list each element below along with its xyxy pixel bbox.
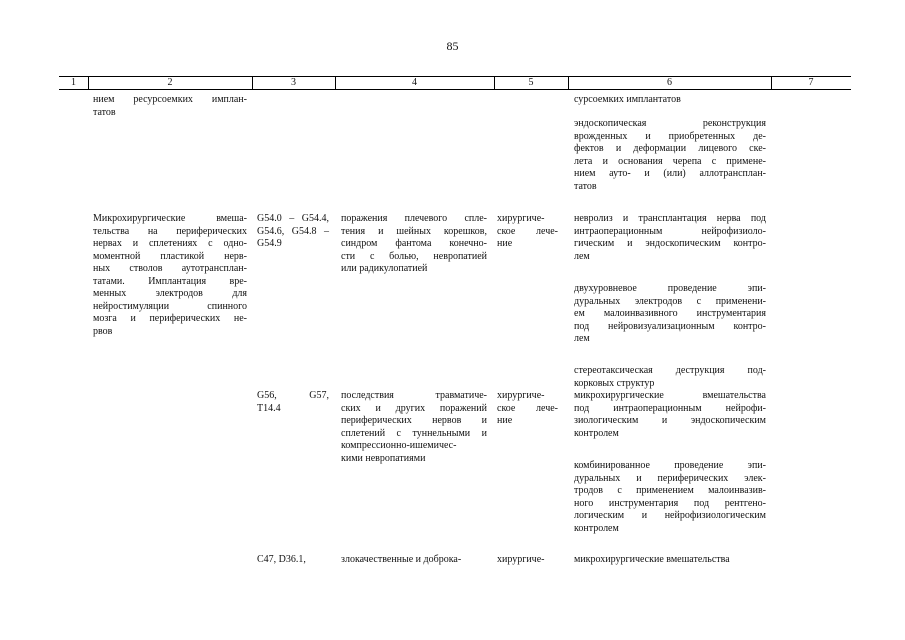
row-1-icd-codes [257, 213, 329, 251]
text-line: фектов и деформации лицевого ске- [574, 143, 766, 154]
text-line: комбинированное проведение эпи- [574, 460, 766, 471]
text-line: контролем [574, 427, 619, 439]
text-line: сти с болью, невропатией [341, 250, 487, 262]
column-header-1: 1 [71, 77, 76, 88]
text-line: кими невропатиями [341, 452, 426, 464]
text-line: гическим и эндоскопическим контро- [574, 238, 766, 249]
text-line: логическим и нейрофизиологическим [574, 510, 766, 521]
row-2-diagnosis [341, 390, 487, 465]
text-line: невролиз и трансплантация нерва под [574, 213, 766, 224]
text-line: ние [497, 415, 513, 426]
text-line: стереотаксическая деструкция под- [574, 365, 766, 376]
text-line: хирургиче- [497, 554, 545, 565]
text-line: тения и шейных корешков, [341, 225, 487, 237]
text-line: G54.9 [257, 238, 282, 249]
text-line: мозга и периферических не- [93, 313, 247, 324]
text-line: тельства на периферических [93, 225, 247, 237]
text-line: ское лече- [497, 402, 558, 414]
text-line: контролем [574, 522, 619, 534]
text-line: под интраоперационным нейрофи- [574, 402, 766, 414]
text-line: ское лече- [497, 225, 558, 237]
row-1-procedure-3 [574, 365, 766, 390]
table-header-row [59, 76, 851, 90]
text-line: Микрохирургические вмеша- [93, 213, 247, 224]
text-line: ских и других поражений [341, 402, 487, 414]
text-line: нейростимуляции спинного [93, 300, 247, 312]
text-line: злокачественные и доброка- [341, 554, 462, 565]
column-header-2: 2 [167, 77, 173, 88]
page-number: 85 [446, 39, 459, 53]
text-line: поражения плечевого спле- [341, 213, 487, 224]
text-line: корковых структур [574, 377, 655, 389]
row-0-procedure-2 [574, 118, 766, 193]
row-3-icd-codes [257, 554, 329, 567]
text-line: периферических нервов и [341, 415, 487, 426]
text-line: лета и основания черепа с примене- [574, 155, 766, 167]
text-line: T14.4 [257, 402, 281, 414]
text-line: ных стволов аутотрансплан- [93, 263, 247, 274]
text-line: рвов [93, 325, 113, 337]
text-line: двухуровневое проведение эпи- [574, 283, 766, 294]
row-2-procedure-2 [574, 460, 766, 535]
text-line: сурсоемких имплантатов [574, 94, 681, 105]
text-line: или радикулопатией [341, 263, 428, 274]
text-line: ного инструментария под рентгено- [574, 497, 766, 509]
row-0-method-group [93, 94, 247, 119]
text-line: врожденных и приобретенных де- [574, 130, 766, 142]
row-1-procedure-1 [574, 213, 766, 263]
text-line: нервах и сплетениях с одно- [93, 238, 247, 249]
text-line: лем [574, 333, 590, 344]
row-2-treatment-type [497, 390, 558, 428]
text-line: микрохирургические вмешательства [574, 390, 766, 401]
row-2-icd-codes [257, 390, 329, 415]
text-line: менных электродов для [93, 288, 247, 299]
text-line: дуральных электродов с применени- [574, 295, 766, 307]
text-line: нием ауто- и (или) аллотрансплан- [574, 168, 766, 179]
text-line: татов [93, 106, 116, 118]
column-header-4: 4 [412, 77, 417, 88]
text-line: компрессионно-ишемичес- [341, 440, 457, 451]
row-1-procedure-2 [574, 283, 766, 346]
text-line: тродов с применением малоинвазив- [574, 485, 766, 496]
text-line: эндоскопическая реконструкция [574, 118, 766, 129]
column-header-3: 3 [291, 77, 296, 88]
text-line: C47, D36.1, [257, 554, 306, 565]
text-line: сплетений с туннельными и [341, 427, 487, 439]
row-1-treatment-type [497, 213, 558, 251]
text-line: хирургиче- [497, 213, 545, 224]
text-line: хирургиче- [497, 390, 545, 401]
text-line: синдром фантома конечно- [341, 238, 487, 249]
text-line: моментной пластикой нерв- [93, 250, 247, 262]
text-line: ние [497, 238, 513, 249]
column-header-7: 7 [808, 77, 814, 88]
text-line: татами. Имплантация вре- [93, 275, 247, 287]
text-line: дуральных и периферических элек- [574, 472, 766, 484]
text-line: последствия травматиче- [341, 390, 487, 401]
text-line: интраоперационным нейрофизиоло- [574, 225, 766, 237]
text-line: нием ресурсоемких имплан- [93, 94, 247, 105]
row-3-diagnosis [341, 554, 491, 567]
row-2-procedure-1 [574, 390, 766, 440]
text-line: G56, G57, [257, 390, 329, 401]
column-header-5: 5 [528, 77, 534, 88]
text-line: ем малоинвазивного инструментария [574, 308, 766, 319]
row-1-diagnosis [341, 213, 487, 276]
text-line: микрохирургические вмешательства [574, 554, 730, 565]
text-line: зиологическим и эндоскопическим [574, 415, 766, 426]
row-1-method-group [93, 213, 247, 338]
row-3-procedure-1 [574, 554, 766, 567]
text-line: под нейровизуализационным контро- [574, 320, 766, 332]
row-0-procedure-1 [574, 94, 766, 107]
text-line: G54.6, G54.8 – [257, 225, 329, 237]
text-line: лем [574, 250, 590, 262]
text-line: G54.0 – G54.4, [257, 213, 329, 224]
text-line: татов [574, 180, 597, 192]
row-3-treatment-type [497, 554, 558, 567]
column-header-6: 6 [667, 77, 672, 88]
